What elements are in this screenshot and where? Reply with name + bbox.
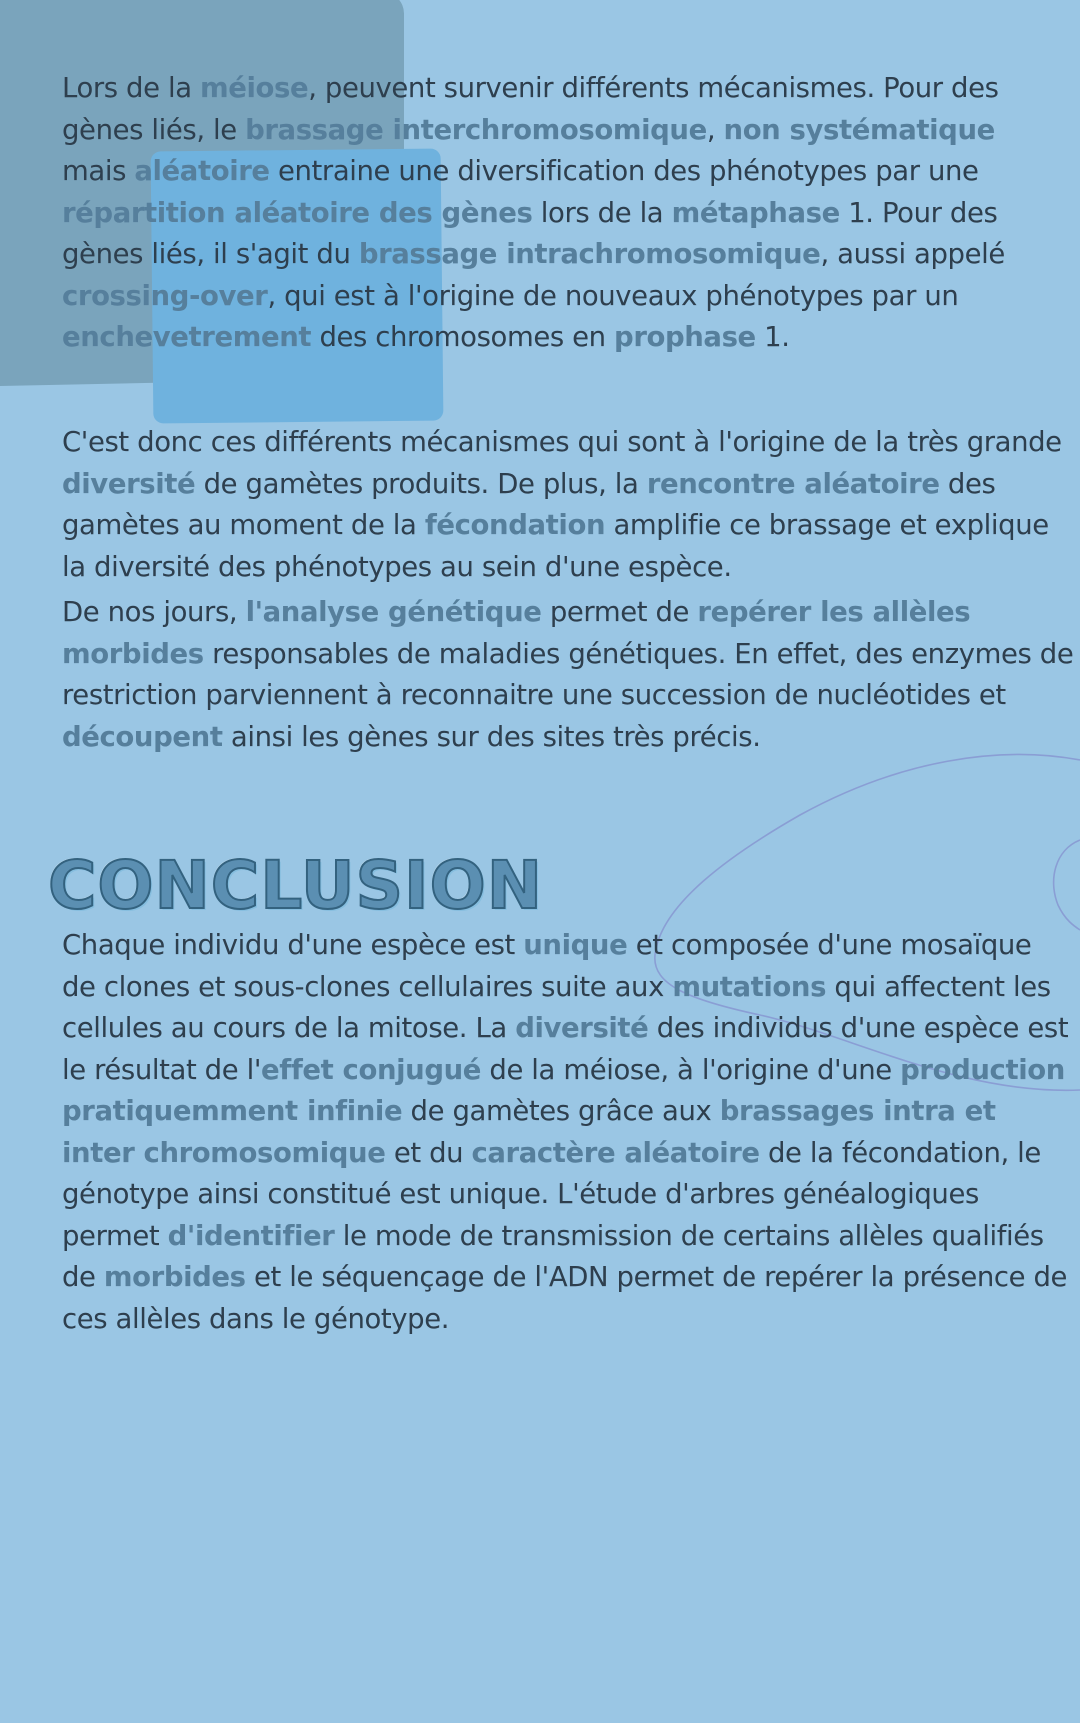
highlighted-term: répartition aléatoire des gènes: [62, 196, 533, 229]
decorative-curve-small: [1054, 840, 1080, 930]
text-run: , aussi appelé: [820, 238, 1005, 270]
text-run: permet de: [541, 596, 698, 628]
highlighted-term: non systématique: [723, 113, 995, 146]
text-run: le mode de transmission de certains allèles qualifiés de: [62, 1219, 1044, 1293]
conclusion-heading: CONCLUSION: [48, 847, 543, 924]
highlighted-term: repérer les allèles morbides: [62, 596, 971, 670]
highlighted-term: méiose: [200, 72, 309, 104]
paragraph-diversite-gametes: [62, 422, 1072, 588]
highlighted-term: l'analyse génétique: [245, 596, 542, 628]
text-run: des individus d'une espèce est le résultat de l': [62, 1012, 1069, 1086]
text-run: et le séquençage de l'ADN permet de repérer la présence de ces allèles dans le génotype.: [62, 1261, 1068, 1335]
highlighted-term: unique: [523, 929, 628, 961]
highlighted-term: caractère aléatoire: [471, 1136, 760, 1169]
text-run: des chromosomes en: [311, 321, 615, 353]
highlighted-term: diversité: [515, 1012, 649, 1044]
highlighted-term: enchevetrement: [62, 321, 312, 353]
text-run: de gamètes grâce aux: [402, 1095, 720, 1127]
text-run: Chaque individu d'une espèce est: [62, 929, 524, 961]
text-run: responsables de maladies génétiques. En effet, des enzymes de restriction parviennent à reconnaitre une succession de nucléotides et: [62, 637, 1074, 711]
text-run: ,: [706, 113, 724, 146]
highlighted-term: métaphase: [671, 196, 840, 229]
text-run: De nos jours,: [62, 596, 246, 628]
highlighted-term: prophase: [614, 321, 756, 353]
highlighted-term: effet conjugué: [261, 1053, 482, 1086]
highlighted-term: d'identifier: [167, 1219, 335, 1252]
highlighted-term: découpent: [62, 720, 223, 753]
highlighted-term: rencontre aléatoire: [646, 467, 940, 500]
text-run: 1. Pour des gènes liés, il s'agit du: [62, 196, 998, 270]
highlighted-term: morbides: [103, 1261, 246, 1293]
text-run: de gamètes produits. De plus, la: [195, 467, 647, 500]
text-run: de la fécondation, le génotype ainsi constitué est unique. L'étude d'arbres généalogiques permet: [62, 1136, 1041, 1252]
text-run: C'est donc ces différents mécanismes qui sont à l'origine de la très grande: [62, 426, 1062, 458]
text-run: , qui est à l'origine de nouveaux phénotypes par un: [267, 279, 959, 312]
paragraph-analyse-genetique: [62, 592, 1074, 758]
paragraph-meiose-brassage: [62, 68, 1062, 359]
highlighted-term: brassage interchromosomique: [245, 113, 707, 146]
highlighted-term: crossing-over: [62, 279, 268, 312]
text-run: ainsi les gènes sur des sites très précis.: [222, 720, 761, 753]
paragraph-conclusion: [62, 925, 1072, 1340]
text-run: et composée d'une mosaïque de clones et sous-clones cellulaires suite aux: [62, 929, 1032, 1003]
text-run: mais: [62, 155, 135, 187]
highlighted-term: brassage intrachromosomique: [358, 238, 821, 270]
highlighted-term: brassages intra et inter chromosomique: [62, 1095, 996, 1169]
text-run: lors de la: [532, 196, 672, 229]
highlighted-term: fécondation: [424, 509, 606, 541]
highlighted-term: diversité: [62, 467, 196, 500]
text-run: , peuvent survenir différents mécanismes. Pour des gènes liés, le: [62, 72, 999, 146]
highlighted-term: mutations: [672, 970, 827, 1003]
text-run: des gamètes au moment de la: [62, 467, 996, 541]
text-run: qui affectent les cellules au cours de la mitose. La: [62, 970, 1051, 1044]
highlighted-term: production pratiquemment infinie: [62, 1053, 1065, 1127]
text-run: de la méiose, à l'origine d'une: [481, 1053, 901, 1086]
highlighted-term: aléatoire: [134, 155, 270, 187]
text-run: Lors de la: [62, 72, 200, 104]
text-run: amplifie ce brassage et explique la diversité des phénotypes au sein d'une espèce.: [62, 509, 1049, 583]
text-run: 1.: [755, 321, 790, 353]
text-run: et du: [385, 1136, 472, 1169]
text-run: entraine une diversification des phénotypes par une: [269, 155, 979, 187]
